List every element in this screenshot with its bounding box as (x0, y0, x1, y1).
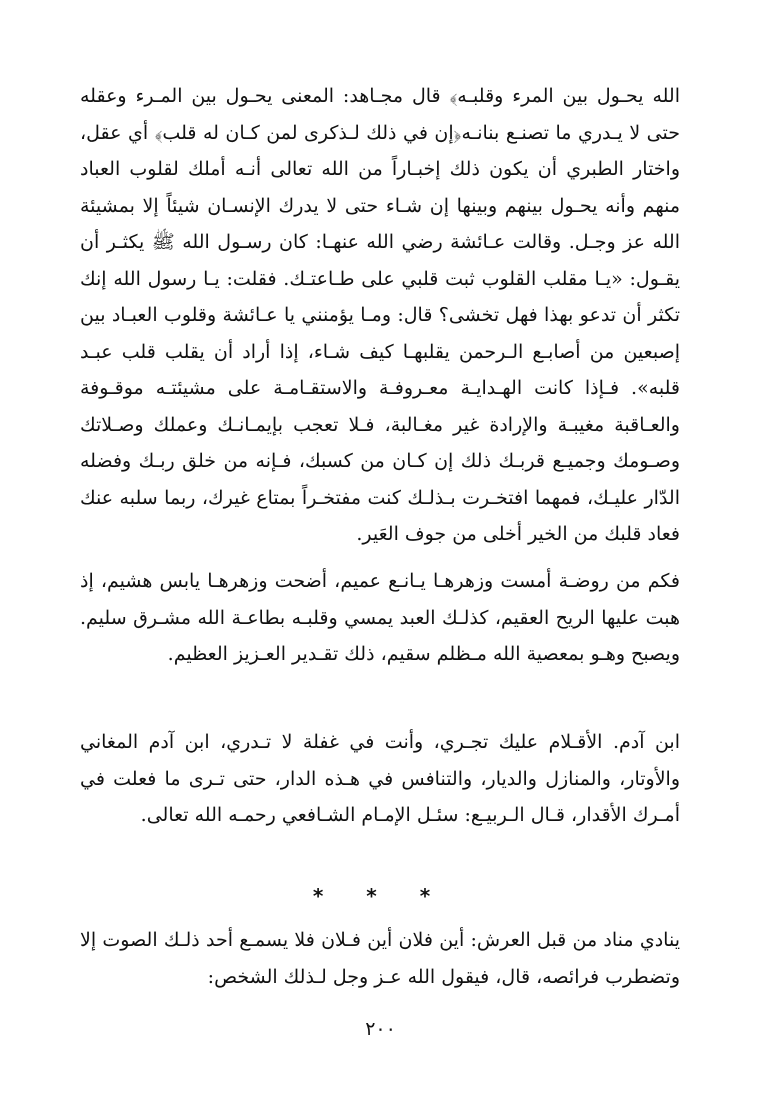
paragraph-4: ينادي مناد من قبل العرش: أين فلان أين فـلان فلا يسمـع أحد ذلـك الصوت إلا وتضطرب فرائصه، قال، فيقول الله عـز وجل لـذلك الشخص: (80, 929, 680, 988)
paragraph-2: فكم من روضـة أمست وزهرهـا يـانـع عميم، أضحت وزهرهـا يابس هشيم، إذ هبت عليها الريح العقيم، كذلـك العبد يمسي وقلبـه بطاعـة الله مشـرق سليم. ويصبح وهـو بمعصية الله مـظلم سقيم، ذلك تقـدير العـزيز العظيم. (80, 570, 680, 665)
page-number: ٢٠٠ (365, 1018, 396, 1040)
paragraph-3: ابن آدم. الأقـلام عليك تجـري، وأنت في غفلة لا تـدري، ابن آدم المغاني والأوتار، والمنازل والديار، والتنافس في هـذه الدار، حتى تـرى ما فعلت في أمـرك الأقدار، قـال الـربيـع: سئـل الإمـام الشـافعي رحمـه الله تعالى. (80, 731, 680, 826)
paragraph-1: الله يحـول بين المرء وقلبـه﴾ قال مجـاهد: المعنى يحـول بين المـرء وعقله حتى لا يـدري ما تصنـع بنانـه﴿إن في ذلك لـذكرى لمن كـان له قلب﴾ أي عقل، واختار الطبري أن يكون ذلك إخبـاراً من الله تعالى أنـه أملك لقلوب العباد منهم وأنه يحـول بينهم وبينها إن شـاء حتى لا يدرك الإنسـان شيئاً إلا بمشيئة الله عز وجـل. وقالت عـائشة رضي الله عنهـا: كان رسـول الله ﷺ يكثـر أن يقـول: «يـا مقلب القلوب ثبت قلبي على طـاعتـك. فقلت: يـا رسول الله إنك تكثر أن تدعو بهذا فهل تخشى؟ قال: ومـا يؤمنني يا عـائشة وقلوب العبـاد بين إصبعين من أصابـع الـرحمن يقلبهـا كيف شـاء، إذا أراد أن يقلب قلب عبـد قلبه». فـإذا كانت الهـدايـة معـروفـة والاستقـامـة على مشيئتـه موقـوفة والعـاقبة مغيبـة والإرادة غير مغـالبة، فـلا تعجب بإيمـانـك وعملك وصـلاتك وصـومك وجميـع قربـك ذلك إن كـان من كسبك، فـإنه من خلق ربـك وفضله الدّار عليـك، فمهما افتخـرت بـذلـك كنت مفتخـراً بمتاع غيرك، ربما سلبه عنك فعاد قلبك من الخير أخلى من جوف العَير. (80, 85, 680, 545)
section-divider: * * * (312, 884, 449, 908)
